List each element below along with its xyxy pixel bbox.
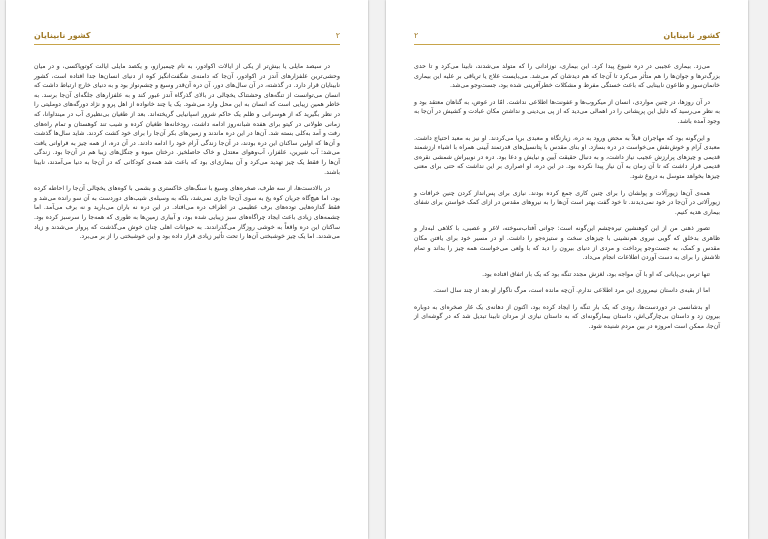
page-header bbox=[34, 30, 340, 45]
paragraph: در سیصد مایلی یا بیش‌تر از یکی از ایالات اکوادور، به نام چیمبرازو، و یکصد مایلی ایالت کوتوپاکسی، و در میان وحشی‌ترین علفزارهای آندز در اکوادور، آن‌جا که دامنه‌ی شگفت‌انگیز کوه از دنیای انسان‌ها جدا افتاده است، کشور نابینایان قرار دارد. در گذشته، در آن سال‌های دور، آن دره آن‌قدر وسیع و چشم‌نواز بود و به دنیای خارج ارتباط داشت که انسان می‌توانست از تنگه‌های وحشتناک یخچالی در بالای گذرگاه آندز عبور کند و به علفزارهای جلگه‌ای آن‌جا برسد. به خاطر همین زیبایی است که انسان به این محل وارد می‌شود. یک یا چند خانواده از اهل پرو و نژاد دورگه‌های دوملیتی را در نظر بگیرید که از هوسرانی و ظلم یک حاکم شرور اسپانیایی گریخته‌اند. بعد از طغیان بی‌نظیری آب در مینداوانا، که زمانی طولانی در کیتو برای هفده شبانه‌روز ادامه داشت، رودخانه‌ها طغیان کرده و شیب تند کوهستان و تمام راه‌های رفت و آمد به‌کلی بسته شد. آن‌ها در این دره ماندند و زمین‌های بکر آن‌جا را برای خود کشت کردند. شاید سال‌ها گذشت و آن‌ها که اولین ساکنان این دره بودند، در آن‌جا زندگی آرام خود را ادامه دادند. در آن دره، از همه چیز به فراوانی یافت می‌شد: آب شیرین، علفزار، آب‌وهوای معتدل و خاک حاصلخیز. درختان میوه و جنگل‌های زیبا هم در آن‌جا بود. زندگی آن‌ها را فقط یک چیز تهدید می‌کرد و آن بیماری‌ای بود که باعث شد همه‌ی کودکانی که در آن‌جا به دنیا می‌آمدند، نابینا باشند. bbox=[34, 63, 340, 176]
page-number: ۲ bbox=[414, 31, 419, 40]
running-title: کشور نابینایان bbox=[663, 31, 720, 40]
page-body bbox=[414, 62, 720, 527]
paragraph: همه‌ی آن‌ها زیورآلات و پولشان را برای چنین کاری جمع کرده بودند. نیازی برای پس‌انداز کردن چنین خرافات و زیورآلاتی در آن‌جا در خود نمی‌دیدند. تا خود گفت بهتر است آن‌ها را به نیروهای مقدس در ازای کمک خواستن برای شفای بیماری هدیه کنیم. bbox=[414, 189, 720, 216]
right-page bbox=[386, 0, 748, 539]
paragraph: در بالادست‌ها، از سه طرف، صخره‌های وسیع با سنگ‌های خاکستری و بشمی با کوه‌های یخچالی آن‌جا را احاطه کرده بود، اما هیچ‌گاه جریان کوه یخ به سوی آن‌جا جاری نمی‌شد، بلکه به وسیله‌ی شیب‌های دوردست به آن سو رانده می‌شد و فقط گدازه‌هایی توده‌های برف عظیمی در اطراف دره می‌افتاد. در این دره نه باران می‌بارید و نه برف می‌آمد. اما چشمه‌های زیادی باعث ایجاد چراگاه‌های سبز زیبایی شده بود، و آبیاری زمین‌ها به طوری که همه‌جا را سرسبز کرده بود. ساکنان این دره واقعاً به خوشی روزگار می‌گذراندند. به حیوانات اهلی چنان خوش می‌گذشت که پروار می‌شدند و زیاد می‌شدند. اما یک چیز خوشبختی آن‌ها را تحت تأثیر زیادی قرار داده بود و این خوشبختی را از بر می‌برد. bbox=[34, 185, 340, 241]
paragraph: اما از بقیه‌ی داستان نیمروزی این مرد اطلاعی ندارم. آن‌چه مانده است، مرگ ناگوار او بعد از چند سال است. bbox=[433, 287, 710, 295]
paragraph: تنها ترس بی‌پایانی که او با آن مواجه بود، لغزش مجدد تنگه بود که یک بار اتفاق افتاده بود. bbox=[482, 270, 710, 278]
running-title: کشور نابینایان bbox=[34, 31, 91, 40]
page-header bbox=[414, 30, 720, 45]
paragraph: و این‌گونه بود که مهاجران قبلاً به محض ورود به دره، زیارتگاه و معبدی برپا می‌کردند. او نیز به معبد احتیاج داشت. معبدی آرام و خوش‌نقش می‌خواست در دره بسازد. او بنای مقدس با پتانسیل‌های قدرتمند آیینی همراه با اشیاء ارزشمند قدیمی و چیزهای پرارزش عجیب نیاز داشت، و به دنبال حقیقت آیین و نیایش و دعا بود. دره در نوبیراش شمشی نقره‌ی قدیمی قرار داشت که تا آن زمان به آن نیاز پیدا نکرده بود. در این دره، او اصراری بر این نداشت که حتی برای معنی چیزها بخواهد متوسل به دروغ شود. bbox=[414, 134, 720, 180]
paragraph: در آن روزها، در چنین مواردی، انسان از میکروب‌ها و عفونت‌ها اطلاعی نداشت. امّا در عوض، به گناهان معتقد بود و به نظر می‌رسید که دلیل این پریشانی را در اهمالی می‌دید که از پی بی‌دینی و نداشتن مکان عبادت و کشیش در آن‌جا به وجود آمده باشد. bbox=[414, 98, 720, 125]
left-page bbox=[6, 0, 368, 539]
page-number: ۲ bbox=[335, 31, 340, 40]
page-body bbox=[34, 62, 340, 527]
paragraph: می‌زد. بیماری عجیبی در دره شیوع پیدا کرد. این بیماری، نوزادانی را که متولد می‌شدند، نابینا می‌کرد و تا حدی بزرگ‌ترها و جوان‌ها را هم متأثر می‌کرد تا آن‌جا که هم دیدشان کم می‌شد. می‌بایست علاج یا تریاقی بر علیه این بیماری خانمان‌سوز و طاعون نابینایی که باعث خستگی مفرط و مشکلات خطرآفرینی شده بود، جست‌وجو می‌شد. bbox=[414, 63, 720, 90]
paragraph: او بدشانسی در دوردست‌ها، رودی که یک بار تنگه را ایجاد کرده بود، اکنون از دهانه‌ی یک غار صخره‌ای به دوباره بیرون زد و داستان بی‌چارگی‌اش، داستان بیمارگونه‌ای که به داستان نیازی از مردان نابینا تبدیل شد که در گوشه‌ای از آن‌جا، ممکن است امروزه در بین مردم شنیده شود. bbox=[414, 303, 720, 331]
paragraph: تصور ذهنی من از این کوهنشین تیره‌چشم این‌گونه است: جوانی آفتاب‌سوخته، لاغر و عصبی، با کلاهی لبه‌دار و ظاهری بدخلق که گویی نیروی هم‌نشینی با چیزهای سخت و ستیزه‌جو را داشت. او در مسیر خود برای یافتن مکان مقدس و کمک، به جست‌وجو پرداخت و مردی از دنیای بیرون را دید که با ولعی می‌خواست همه چیز را بداند و تمام تلاشش را برای به دست آوردن اطلاعات انجام می‌داد. bbox=[414, 225, 720, 262]
